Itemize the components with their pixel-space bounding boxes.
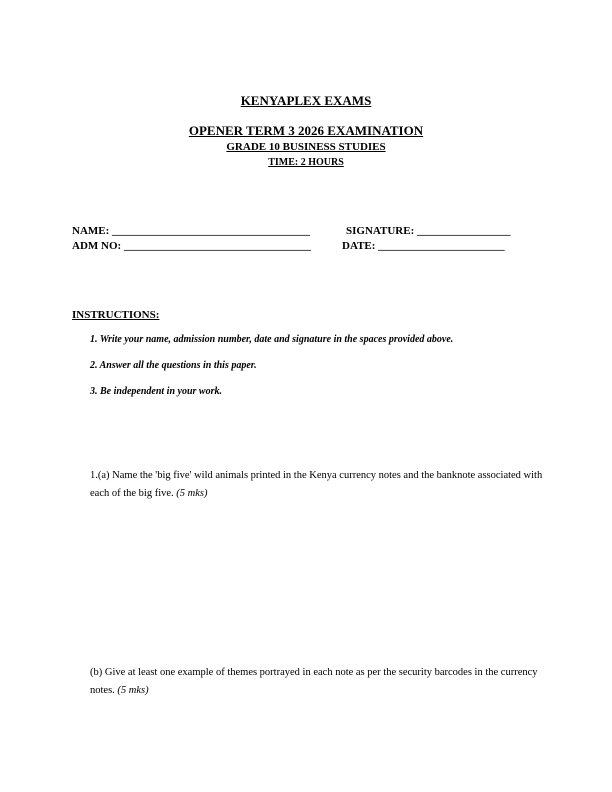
exam-time: TIME: 2 HOURS — [268, 157, 344, 168]
question-1a — [90, 467, 545, 503]
signature-field[interactable]: SIGNATURE: _________________ — [346, 225, 511, 237]
adm-no-field[interactable]: ADM NO: __________________________________ — [72, 240, 311, 252]
exam-org-title: KENYAPLEX EXAMS — [240, 93, 372, 108]
date-field[interactable]: DATE: _______________________ — [342, 240, 505, 252]
instruction-item: 2. Answer all the questions in this paper. — [90, 360, 257, 371]
exam-title: OPENER TERM 3 2026 EXAMINATION — [188, 123, 424, 138]
question-marks: (5 mks) — [176, 488, 208, 499]
instructions-heading: INSTRUCTIONS: — [72, 309, 160, 321]
instruction-item: 1. Write your name, admission number, date and signature in the spaces provided above. — [90, 334, 454, 345]
question-text: (b) Give at least one example of themes portrayed in each note as per the security barcodes in the currency notes. — [90, 667, 538, 696]
name-field[interactable]: NAME: ____________________________________ — [72, 225, 311, 237]
question-text: 1.(a) Name the 'big five' wild animals printed in the Kenya currency notes and the banknote associated with each of the big five. — [90, 470, 543, 499]
exam-subject: GRADE 10 BUSINESS STUDIES — [226, 141, 386, 153]
instruction-item: 3. Be independent in your work. — [90, 386, 222, 397]
question-1b — [90, 664, 545, 700]
question-marks: (5 mks) — [117, 685, 149, 696]
